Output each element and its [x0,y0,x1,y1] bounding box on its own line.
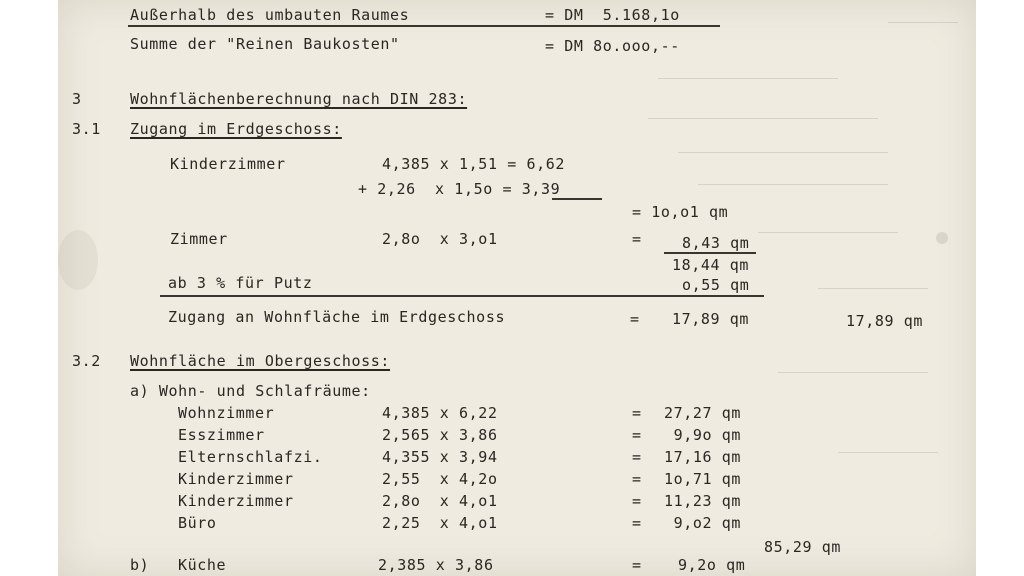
putz-rule [160,295,764,297]
putz-value: o,55 qm [682,276,750,294]
room-equals: = [632,404,642,422]
subsection-b-prefix: b) [130,556,150,574]
kueche-label: Küche [178,556,227,574]
section-3-number: 3 [72,90,82,108]
room-name: Kinderzimmer [178,492,294,510]
kueche-value: 9,2o qm [678,556,746,574]
section-3-1-number: 3.1 [72,120,101,138]
section-3-2-number: 3.2 [72,352,101,370]
subtotal-rule [664,252,756,254]
calc-underline [552,198,602,200]
room-calc: 2,565 x 3,86 [382,426,498,444]
zimmer-label: Zimmer [170,230,228,248]
room-name: Elternschlafzi. [178,448,323,466]
header-rule [128,25,720,27]
room-calc: 2,25 x 4,o1 [382,514,498,532]
room-name: Wohnzimmer [178,404,275,422]
section-3-title: Wohnflächenberechnung nach DIN 283: [130,90,468,108]
zugang-total: 17,89 qm [846,312,924,330]
kueche-calc: 2,385 x 3,86 [378,556,494,574]
section-3-2-title: Wohnfläche im Obergeschoss: [130,352,391,370]
room-equals: = [632,426,642,444]
zimmer-value: 8,43 qm [682,234,750,252]
room-name: Büro [178,514,217,532]
room-value: 9,o2 qm [664,514,742,532]
outside-space-value: = DM 5.168,1o [545,6,680,24]
room-calc: 4,355 x 3,94 [382,448,498,466]
room-value: 11,23 qm [664,492,742,510]
room-value: 17,16 qm [664,448,742,466]
room-equals: = [632,514,642,532]
section-3-1-title: Zugang im Erdgeschoss: [130,120,342,138]
kinderzimmer-sum: = 1o,o1 qm [632,203,729,221]
putz-label: ab 3 % für Putz [168,274,313,292]
kinderzimmer-calc-1: 4,385 x 1,51 = 6,62 [382,155,565,173]
kinderzimmer-label: Kinderzimmer [170,155,286,173]
room-calc: 2,55 x 4,2o [382,470,498,488]
room-value: 9,9o qm [664,426,742,444]
room-value: 1o,71 qm [664,470,742,488]
room-name: Esszimmer [178,426,265,444]
zugang-equals: = [630,310,640,328]
subtotal-value: 18,44 qm [672,256,750,274]
room-equals: = [632,470,642,488]
zimmer-equals: = [632,230,642,248]
room-calc: 4,385 x 6,22 [382,404,498,422]
kueche-equals: = [632,556,642,574]
zimmer-calc: 2,8o x 3,o1 [382,230,498,248]
zugang-label: Zugang an Wohnfläche im Erdgeschoss [168,308,506,326]
outside-space-label: Außerhalb des umbauten Raumes [130,6,410,24]
zugang-value: 17,89 qm [672,310,750,328]
kinderzimmer-calc-2: + 2,26 x 1,5o = 3,39 [358,180,561,198]
subsection-a-total: 85,29 qm [764,538,842,556]
room-value: 27,27 qm [664,404,742,422]
net-building-cost-label: Summe der "Reinen Baukosten" [130,35,400,53]
room-equals: = [632,448,642,466]
room-name: Kinderzimmer [178,470,294,488]
subsection-a-title: a) Wohn- und Schlafräume: [130,382,371,400]
room-calc: 2,8o x 4,o1 [382,492,498,510]
room-equals: = [632,492,642,510]
net-building-cost-value: = DM 8o.ooo,-- [545,37,680,55]
